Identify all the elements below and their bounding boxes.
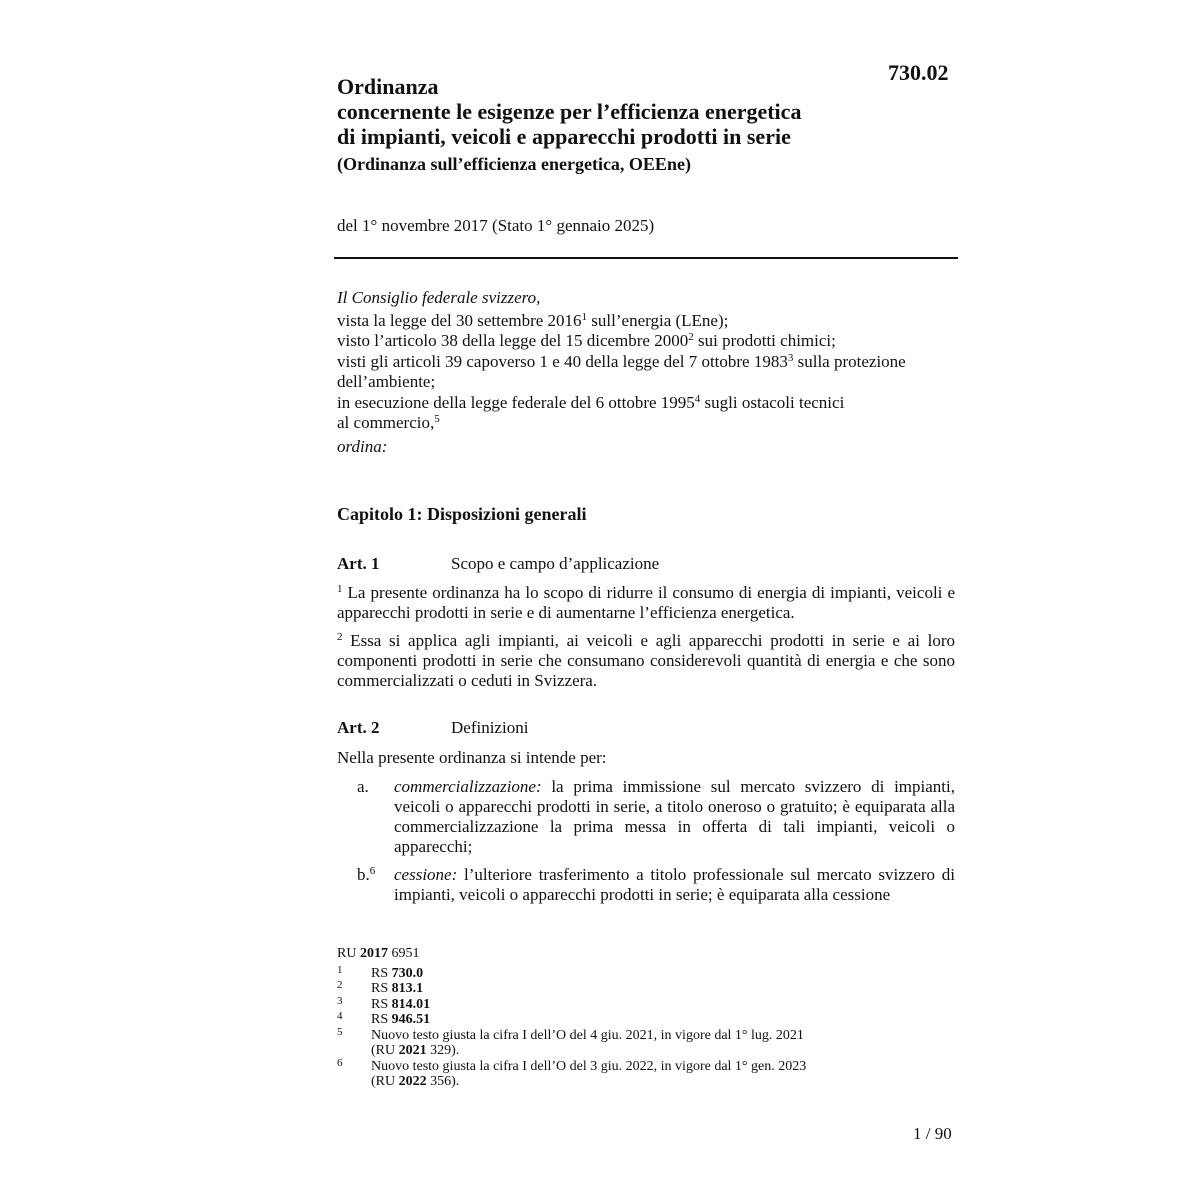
footnote-number: 2 [337,979,343,991]
definition-item: a. commercializzazione: la prima immissione sul mercato svizzero di impianti, veicoli o apparecchi prodotti in serie, a titolo oneroso o gratuito; è equiparata alla commercializzazione la prima messa in offerta di tali impianti, veicoli o apparecchi; [357,777,955,856]
article-paragraph: $^1$ La presente ordinanza ha lo scopo di ridurre il consumo di energia di impianti, veicoli e apparecchi prodotti in serie e di aumentarne l’efficienza energetica. [337,583,955,622]
preamble-line: al commercio,$^5$ [337,413,440,432]
footnote-number: 4 [337,1010,343,1022]
paragraph-number: 2 [337,631,343,643]
title-line: Ordinanza [337,74,439,99]
preamble-line: visti gli articoli 39 capoverso 1 e 40 della legge del 7 ottobre 1983$^3$ sulla protezione [337,351,906,371]
footnote-ref[interactable]: 5 [434,413,440,425]
footnote-number: 1 [337,963,343,976]
footnote-ref[interactable]: 4 [694,392,701,405]
footnote-number: 6 [337,1056,343,1069]
definition-term: cessione: [394,865,458,884]
chapter-heading: Capitolo 1: Disposizioni generali [337,504,587,524]
article-number: Art. 1 [337,554,380,573]
preamble [337,288,957,457]
footnote-number: 5 [337,1025,343,1038]
article-heading [337,554,659,574]
article-title: Definizioni [451,718,529,737]
title-line: di impianti, veicoli e apparecchi prodotti in serie [337,124,791,149]
preamble-ordina: ordina: [337,436,388,456]
footnotes [337,946,897,1090]
item-letter: b.$^6$ [357,865,376,884]
article-intro: Nella presente ordinanza si intende per: [337,748,607,767]
document-number: 730.02 [888,60,949,85]
horizontal-rule [334,257,958,259]
document-title [337,74,801,149]
preamble-line: dell’ambiente; [337,372,436,391]
preamble-authority: Il Consiglio federale svizzero, [337,288,541,307]
footnote: 2 RS 813.1 [337,979,424,996]
document-subtitle: (Ordinanza sull’efficienza energetica, OEEne) [337,154,691,174]
footnote-number: 3 [337,994,343,1007]
definition-term: commercializzazione: [394,777,542,796]
footnote: 6 Nuovo testo giusta la cifra I dell’O del 3 giu. 2022, in vigore dal 1° gen. 2023 (RU 2022 356). [337,1056,807,1089]
document-date: del 1° novembre 2017 (Stato 1° gennaio 2025) [337,216,655,235]
ru-reference: RU 2017 6951 [337,946,420,961]
definition-item: b.$^6$ cessione: l’ulteriore trasferimento a titolo professionale sul mercato svizzero di impianti, veicoli o apparecchi prodotti in serie; è equiparata alla cessione [357,865,955,904]
footnote: 1 RS 730.0 [337,963,424,981]
footnote-ref[interactable]: 2 [688,331,694,343]
article-heading [337,718,528,738]
footnote: 5 Nuovo testo giusta la cifra I dell’O del 4 giu. 2021, in vigore dal 1° lug. 2021 (RU 2021 329). [337,1025,804,1058]
footnote-ref[interactable]: 6 [369,865,376,877]
footnote-ref[interactable]: 1 [581,310,588,323]
article-paragraph: $^2$ Essa si applica agli impianti, ai veicoli e agli apparecchi prodotti in serie e ai loro componenti prodotti in serie che consumano considerevoli quantità di energia e che sono commercializzati o ceduti in Svizzera. [337,631,955,690]
preamble-line: in esecuzione della legge federale del 6 ottobre 1995$^4$ sugli ostacoli tecnici [337,392,845,412]
item-letter: a. [357,777,369,796]
footnote: 4 RS 946.51 [337,1010,431,1027]
article-number: Art. 2 [337,718,380,737]
title-line: concernente le esigenze per l’efficienza energetica [337,99,802,124]
preamble-line: vista la legge del 30 settembre 2016$^1$ sull’energia (LEne); [337,310,729,330]
paragraph-number: 1 [337,583,343,595]
page-number: 1 / 90 [913,1124,952,1143]
preamble-line: visto l’articolo 38 della legge del 15 dicembre 2000$^2$ sui prodotti chimici; [337,331,836,350]
footnote-ref[interactable]: 3 [787,351,794,364]
article-title: Scopo e campo d’applicazione [451,554,660,573]
footnote: 3 RS 814.01 [337,994,431,1012]
